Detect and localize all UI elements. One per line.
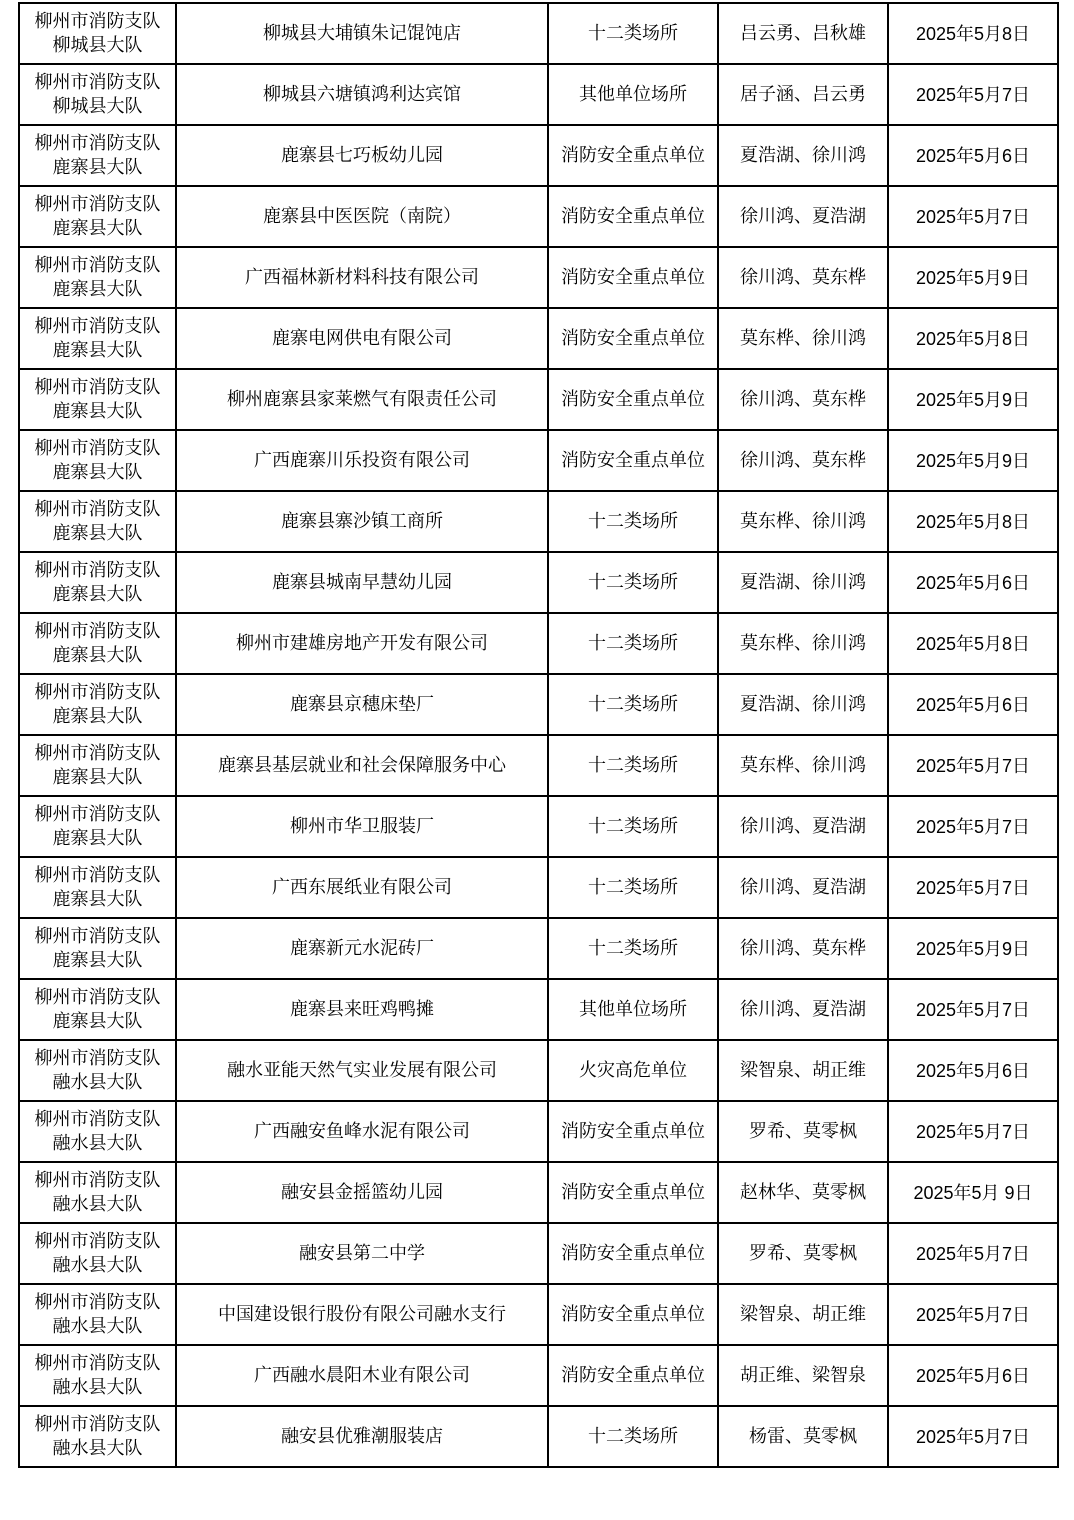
site-name-cell: 鹿寨县城南早慧幼儿园 [176,552,548,613]
unit-line-2: 鹿寨县大队 [52,766,143,788]
site-name-cell: 柳州市建雄房地产开发有限公司 [176,613,548,674]
date-cell: 2025年5月7日 [888,186,1058,247]
inspectors-cell: 居子涵、吕云勇 [718,64,888,125]
unit-line-2: 鹿寨县大队 [52,339,143,361]
date-cell: 2025年5月8日 [888,613,1058,674]
site-name-cell: 融水亚能天然气实业发展有限公司 [176,1040,548,1101]
unit-line-2: 鹿寨县大队 [52,949,143,971]
unit-line-2: 鹿寨县大队 [52,583,143,605]
unit-line-1: 柳州市消防支队 [34,681,161,703]
unit-line-1: 柳州市消防支队 [34,376,161,398]
category-cell: 十二类场所 [548,491,718,552]
unit-cell [19,491,176,552]
date-cell: 2025年5月6日 [888,1345,1058,1406]
inspectors-cell: 徐川鸿、莫东桦 [718,430,888,491]
unit-line-2: 鹿寨县大队 [52,705,143,727]
unit-cell [19,1040,176,1101]
table-row [19,1223,1058,1284]
inspectors-cell: 吕云勇、吕秋雄 [718,3,888,64]
unit-line-1: 柳州市消防支队 [34,864,161,886]
unit-line-1: 柳州市消防支队 [34,1047,161,1069]
inspectors-cell: 夏浩湖、徐川鸿 [718,674,888,735]
unit-line-2: 鹿寨县大队 [52,888,143,910]
inspectors-cell: 莫东桦、徐川鸿 [718,308,888,369]
unit-line-1: 柳州市消防支队 [34,1291,161,1313]
inspectors-cell: 梁智泉、胡正维 [718,1284,888,1345]
unit-cell [19,64,176,125]
inspection-table [18,2,1059,1468]
table-row [19,552,1058,613]
site-name-cell: 广西东展纸业有限公司 [176,857,548,918]
table-row [19,1406,1058,1467]
inspectors-cell: 梁智泉、胡正维 [718,1040,888,1101]
unit-cell [19,796,176,857]
table-row [19,796,1058,857]
unit-cell [19,186,176,247]
table-row [19,3,1058,64]
unit-cell [19,125,176,186]
category-cell: 十二类场所 [548,1406,718,1467]
unit-line-2: 融水县大队 [52,1437,143,1459]
unit-line-2: 融水县大队 [52,1193,143,1215]
table-row [19,1040,1058,1101]
unit-line-1: 柳州市消防支队 [34,1169,161,1191]
site-name-cell: 柳城县六塘镇鸿利达宾馆 [176,64,548,125]
unit-line-1: 柳州市消防支队 [34,803,161,825]
site-name-cell: 鹿寨县中医医院（南院） [176,186,548,247]
inspection-table-page [18,2,1058,1468]
site-name-cell: 鹿寨县基层就业和社会保障服务中心 [176,735,548,796]
site-name-cell: 中国建设银行股份有限公司融水支行 [176,1284,548,1345]
inspectors-cell: 莫东桦、徐川鸿 [718,613,888,674]
site-name-cell: 鹿寨电网供电有限公司 [176,308,548,369]
date-cell: 2025年5月7日 [888,1223,1058,1284]
unit-line-2: 柳城县大队 [52,34,143,56]
date-cell: 2025年5月8日 [888,308,1058,369]
date-cell: 2025年5月7日 [888,1284,1058,1345]
category-cell: 消防安全重点单位 [548,1162,718,1223]
category-cell: 消防安全重点单位 [548,369,718,430]
unit-line-1: 柳州市消防支队 [34,742,161,764]
unit-cell [19,918,176,979]
category-cell: 十二类场所 [548,3,718,64]
unit-cell [19,979,176,1040]
table-row [19,1284,1058,1345]
site-name-cell: 鹿寨县七巧板幼儿园 [176,125,548,186]
table-row [19,735,1058,796]
category-cell: 火灾高危单位 [548,1040,718,1101]
site-name-cell: 柳城县大埔镇朱记馄饨店 [176,3,548,64]
date-cell: 2025年5月9日 [888,918,1058,979]
site-name-cell: 融安县优雅潮服装店 [176,1406,548,1467]
inspectors-cell: 夏浩湖、徐川鸿 [718,552,888,613]
inspectors-cell: 杨雷、莫零枫 [718,1406,888,1467]
category-cell: 十二类场所 [548,857,718,918]
unit-line-2: 融水县大队 [52,1376,143,1398]
unit-line-1: 柳州市消防支队 [34,559,161,581]
unit-line-2: 鹿寨县大队 [52,278,143,300]
category-cell: 消防安全重点单位 [548,1223,718,1284]
unit-cell [19,735,176,796]
category-cell: 十二类场所 [548,674,718,735]
table-row [19,64,1058,125]
date-cell: 2025年5月9日 [888,247,1058,308]
inspectors-cell: 莫东桦、徐川鸿 [718,735,888,796]
unit-line-1: 柳州市消防支队 [34,10,161,32]
unit-cell [19,1284,176,1345]
table-body [19,3,1058,1467]
unit-cell [19,369,176,430]
date-cell: 2025年5月9日 [888,369,1058,430]
unit-line-2: 融水县大队 [52,1071,143,1093]
date-cell: 2025年5月7日 [888,64,1058,125]
inspectors-cell: 赵林华、莫零枫 [718,1162,888,1223]
site-name-cell: 鹿寨县京穗床垫厂 [176,674,548,735]
site-name-cell: 柳州鹿寨县家莱燃气有限责任公司 [176,369,548,430]
unit-cell [19,308,176,369]
inspectors-cell: 罗希、莫零枫 [718,1101,888,1162]
category-cell: 十二类场所 [548,552,718,613]
unit-line-1: 柳州市消防支队 [34,986,161,1008]
unit-cell [19,1223,176,1284]
site-name-cell: 广西鹿寨川乐投资有限公司 [176,430,548,491]
inspectors-cell: 徐川鸿、夏浩湖 [718,796,888,857]
date-cell: 2025年5月7日 [888,1101,1058,1162]
inspectors-cell: 徐川鸿、夏浩湖 [718,186,888,247]
unit-line-1: 柳州市消防支队 [34,254,161,276]
unit-line-2: 融水县大队 [52,1132,143,1154]
unit-cell [19,857,176,918]
category-cell: 消防安全重点单位 [548,247,718,308]
inspectors-cell: 徐川鸿、莫东桦 [718,247,888,308]
unit-line-1: 柳州市消防支队 [34,193,161,215]
category-cell: 消防安全重点单位 [548,1284,718,1345]
unit-line-2: 柳城县大队 [52,95,143,117]
date-cell: 2025年5月7日 [888,1406,1058,1467]
unit-line-2: 鹿寨县大队 [52,217,143,239]
unit-cell [19,430,176,491]
unit-line-1: 柳州市消防支队 [34,1352,161,1374]
category-cell: 消防安全重点单位 [548,186,718,247]
date-cell: 2025年5月7日 [888,857,1058,918]
unit-line-1: 柳州市消防支队 [34,620,161,642]
unit-line-2: 鹿寨县大队 [52,644,143,666]
category-cell: 十二类场所 [548,918,718,979]
category-cell: 消防安全重点单位 [548,125,718,186]
category-cell: 消防安全重点单位 [548,1345,718,1406]
table-row [19,125,1058,186]
date-cell: 2025年5月 9日 [888,1162,1058,1223]
unit-line-1: 柳州市消防支队 [34,132,161,154]
unit-line-2: 鹿寨县大队 [52,156,143,178]
unit-line-1: 柳州市消防支队 [34,1108,161,1130]
category-cell: 消防安全重点单位 [548,308,718,369]
unit-line-2: 融水县大队 [52,1254,143,1276]
unit-line-1: 柳州市消防支队 [34,437,161,459]
table-row [19,1101,1058,1162]
table-row [19,1162,1058,1223]
unit-line-1: 柳州市消防支队 [34,1230,161,1252]
table-row [19,674,1058,735]
table-row [19,857,1058,918]
category-cell: 消防安全重点单位 [548,1101,718,1162]
date-cell: 2025年5月6日 [888,125,1058,186]
unit-line-1: 柳州市消防支队 [34,71,161,93]
unit-line-2: 鹿寨县大队 [52,400,143,422]
category-cell: 其他单位场所 [548,64,718,125]
inspectors-cell: 胡正维、梁智泉 [718,1345,888,1406]
table-row [19,186,1058,247]
inspectors-cell: 罗希、莫零枫 [718,1223,888,1284]
category-cell: 十二类场所 [548,735,718,796]
inspectors-cell: 徐川鸿、夏浩湖 [718,979,888,1040]
date-cell: 2025年5月8日 [888,491,1058,552]
site-name-cell: 广西融安鱼峰水泥有限公司 [176,1101,548,1162]
date-cell: 2025年5月7日 [888,735,1058,796]
date-cell: 2025年5月6日 [888,674,1058,735]
unit-line-1: 柳州市消防支队 [34,1413,161,1435]
inspectors-cell: 夏浩湖、徐川鸿 [718,125,888,186]
unit-cell [19,247,176,308]
date-cell: 2025年5月6日 [888,552,1058,613]
unit-line-2: 鹿寨县大队 [52,522,143,544]
date-cell: 2025年5月9日 [888,430,1058,491]
category-cell: 十二类场所 [548,796,718,857]
unit-cell [19,613,176,674]
table-row [19,430,1058,491]
site-name-cell: 柳州市华卫服装厂 [176,796,548,857]
inspectors-cell: 徐川鸿、莫东桦 [718,369,888,430]
unit-line-2: 鹿寨县大队 [52,1010,143,1032]
site-name-cell: 广西融水晨阳木业有限公司 [176,1345,548,1406]
unit-cell [19,3,176,64]
table-row [19,247,1058,308]
category-cell: 其他单位场所 [548,979,718,1040]
unit-cell [19,1101,176,1162]
unit-cell [19,674,176,735]
site-name-cell: 鹿寨县来旺鸡鸭摊 [176,979,548,1040]
table-row [19,613,1058,674]
site-name-cell: 鹿寨新元水泥砖厂 [176,918,548,979]
table-row [19,1345,1058,1406]
unit-line-2: 鹿寨县大队 [52,827,143,849]
date-cell: 2025年5月7日 [888,796,1058,857]
unit-line-1: 柳州市消防支队 [34,498,161,520]
unit-line-1: 柳州市消防支队 [34,315,161,337]
site-name-cell: 鹿寨县寨沙镇工商所 [176,491,548,552]
table-row [19,491,1058,552]
unit-cell [19,1406,176,1467]
table-row [19,308,1058,369]
date-cell: 2025年5月8日 [888,3,1058,64]
unit-line-2: 融水县大队 [52,1315,143,1337]
category-cell: 消防安全重点单位 [548,430,718,491]
category-cell: 十二类场所 [548,613,718,674]
table-row [19,918,1058,979]
date-cell: 2025年5月6日 [888,1040,1058,1101]
table-row [19,979,1058,1040]
unit-line-2: 鹿寨县大队 [52,461,143,483]
unit-cell [19,552,176,613]
site-name-cell: 融安县金摇篮幼儿园 [176,1162,548,1223]
inspectors-cell: 莫东桦、徐川鸿 [718,491,888,552]
date-cell: 2025年5月7日 [888,979,1058,1040]
unit-cell [19,1345,176,1406]
unit-line-1: 柳州市消防支队 [34,925,161,947]
site-name-cell: 融安县第二中学 [176,1223,548,1284]
site-name-cell: 广西福林新材料科技有限公司 [176,247,548,308]
inspectors-cell: 徐川鸿、莫东桦 [718,918,888,979]
unit-cell [19,1162,176,1223]
inspectors-cell: 徐川鸿、夏浩湖 [718,857,888,918]
table-row [19,369,1058,430]
